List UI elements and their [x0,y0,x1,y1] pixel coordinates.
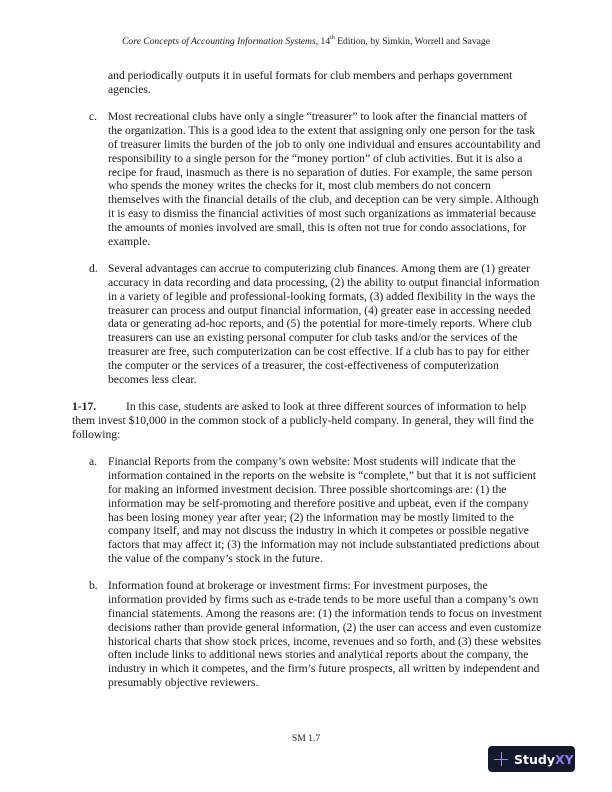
item-marker: b. [89,579,98,593]
item-marker: a. [89,455,98,469]
edition-number: 14 [320,36,331,47]
plus-icon [494,752,508,766]
comma: , [315,36,321,47]
brand-main: Study [514,751,555,767]
running-header [0,36,612,47]
item-text: Several advantages can accrue to computerizing club finances. Among them are (1) greater accuracy in data recording and data processing, (2) the ability to output financial information in a variety of legible and professional-looking formats, (3) added flexibility in the ways the treasurer can process and output financial information, (4) greater ease in accessing needed data or generating ad-hoc reports, and (5) the potential for more-timely reports. Where club treasurers can use an existing personal computer for club tasks and/or the services of the treasurer are free, such computerization can be cost effective. If a club has to pay for either the computer or the services of a treasurer, the cost-effectiveness of computerization becomes less clear. [108,262,540,386]
list-item-a [72,455,542,565]
list-item-d [72,262,542,386]
item-text: Information found at brokerage or investment firms: For investment purposes, the information provided by firms such as e-trade tends to be more useful than a company’s own financial statements. Among the reasons are: (1) the information tends to focus on investment decisions rather than provide general information, (2) the user can access and even customize historical charts that show stock prices, income, revenues and so forth, and (3) these websites often include links to additional news stories and analytical reports about the company, the industry in which it competes, and the firm’s future prospects, all written by independent and presumably objective reviewers. [108,579,543,690]
book-title: Core Concepts of Accounting Information Systems [122,36,316,47]
continued-paragraph: and periodically outputs it in useful formats for club members and perhaps government agencies. [108,69,513,96]
list-item-b [72,579,542,689]
question-1-17 [72,400,542,441]
item-marker: d. [89,262,98,276]
page-number: SM 1.7 [291,733,321,744]
item-text: Financial Reports from the company’s own website: Most students will indicate that the information contained in the reports on the website is “complete,” but that it is not sufficient for making an informed investment decision. Three possible shortcomings are: (1) the information may be self-promoting and therefore positive and upbeat, even if the company has been losing money year after year; (2) the information may be mostly limited to the company itself, and may not discuss the industry in which it competes or possible negative factors that may affect it; (3) the information may not include substantiated predictions about the value of the company’s stock in the future. [108,455,540,565]
list-item-c [72,110,542,248]
question-intro: In this case, students are asked to look at three different sources of information to help them invest $10,000 in the common stock of a publicly-held company. In general, they will find the following: [72,400,534,441]
item-text: Most recreational clubs have only a single “treasurer” to look after the financial matters of the organization. This is a good idea to the extent that assigning only one person for the task of treasurer limits the burden of the job to only one individual and ensures accountability and responsibility to a single person for the “money portion” of club activities. But it is also a recipe for fraud, inasmuch as there is no separation of duties. For example, the same person who spends the money writes the checks for it, most club members do not concern themselves with the financial details of the club, and deception can be very simple. Although it is easy to dismiss the financial activities of most such organizations as immaterial because the amounts of monies involved are small, this is often not true for condo associations, for example. [108,110,541,248]
edition-authors: Edition, by Simkin, Worrell and Savage [334,36,490,47]
item-marker: c. [89,110,98,124]
brand-accent: XY [554,751,574,767]
studyxy-badge[interactable] [488,746,575,772]
page-body [72,69,542,704]
edition-suffix: th [330,35,335,41]
question-number: 1-17. [72,400,97,414]
